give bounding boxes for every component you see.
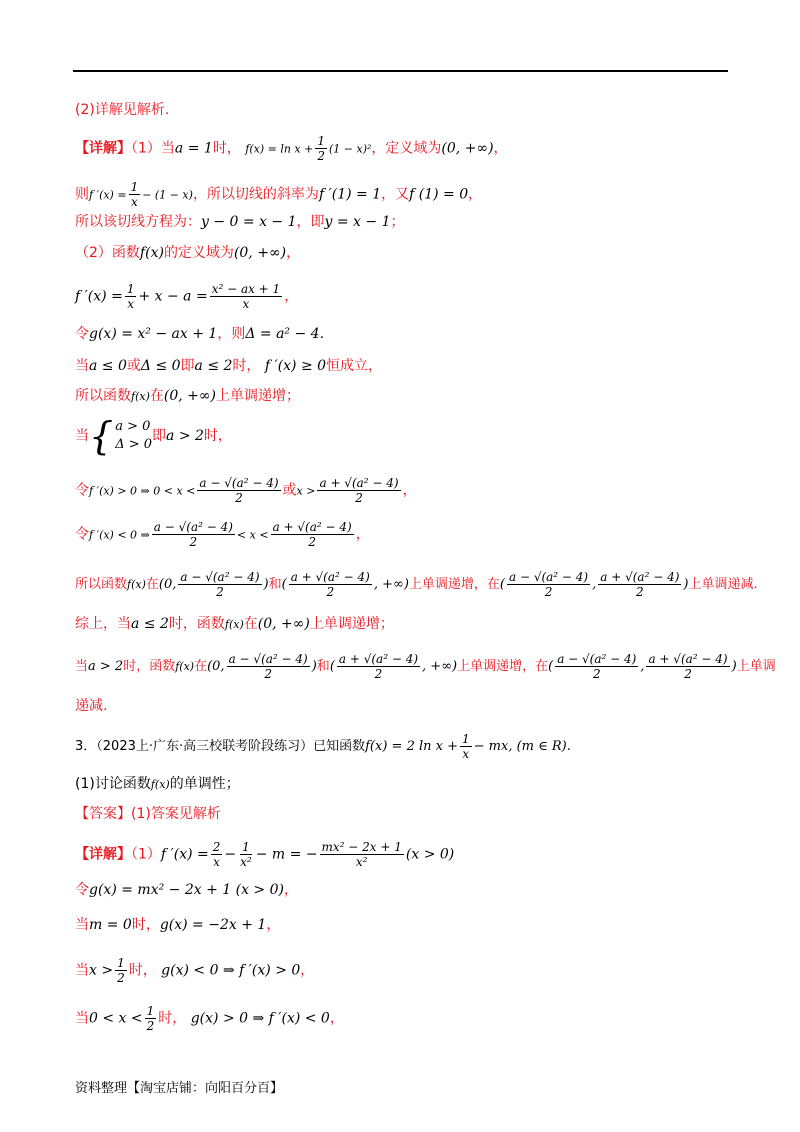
numerator: a − √(a² − 4): [508, 570, 589, 584]
math: f(x) = ln x +: [245, 142, 314, 156]
denominator: x: [131, 195, 138, 209]
math: , +∞): [373, 577, 409, 592]
math: (: [499, 577, 505, 592]
g-definition-line: [75, 324, 324, 344]
math: < x <: [236, 528, 269, 542]
numerator: a − √(a² − 4): [153, 520, 233, 534]
math: f(x) = 2 ln x +: [365, 739, 458, 754]
problem-3-question-1: [75, 774, 240, 795]
math: f ′(x) =: [160, 846, 209, 863]
fraction: [197, 476, 280, 505]
text: .: [319, 326, 325, 342]
math: f(x): [131, 390, 150, 403]
text: ，即: [296, 214, 325, 230]
fraction: [289, 570, 372, 599]
math: f(x): [224, 618, 244, 631]
text: ，所以切线的斜率为: [192, 186, 319, 203]
text: 时，: [203, 428, 232, 444]
denominator: x: [462, 747, 470, 761]
text: 恒成立，: [326, 358, 383, 374]
text: 的定义域为: [163, 245, 234, 261]
fraction: [152, 520, 235, 549]
math: ): [683, 577, 689, 592]
text: 综上，当: [75, 616, 131, 632]
text: 上单调递增；: [309, 616, 394, 632]
numerator: 1: [117, 956, 125, 970]
fraction: [460, 732, 472, 761]
g-definition-line-2: [75, 880, 298, 900]
denominator: 2: [146, 1019, 155, 1033]
case-x-gt-half-line: [75, 956, 314, 985]
text: 和: [316, 659, 330, 674]
fraction: [555, 652, 638, 681]
text: ，: [266, 917, 281, 933]
denominator: 2: [117, 971, 125, 985]
numerator: 1: [130, 180, 139, 194]
math: g(x) > 0 ⇒ f ′(x) < 0: [190, 1010, 330, 1027]
denominator: x: [242, 297, 250, 311]
math: f ′(x) ≥ 0: [264, 358, 327, 374]
fraction: [211, 840, 223, 869]
math: − (1 − x): [142, 188, 193, 202]
math: ): [263, 577, 269, 592]
numerator: 1: [126, 282, 135, 296]
monotonic-intervals-line: [75, 570, 758, 599]
text: 时，: [128, 962, 157, 979]
math: (: [329, 659, 335, 674]
fraction: [238, 840, 254, 869]
numerator: a + √(a² − 4): [290, 570, 370, 584]
text: 当: [75, 917, 89, 933]
derivative-line: [75, 282, 298, 311]
text: 时，函数: [168, 616, 225, 632]
page-footer: 资料整理【淘宝店铺：向阳百分百】: [75, 1081, 284, 1096]
fraction: [337, 652, 420, 681]
text: .: [566, 739, 571, 754]
math: y − 0 = x − 1: [201, 214, 297, 230]
text: 上单调递减.: [688, 577, 758, 592]
math: (: [281, 577, 287, 592]
text: 当: [75, 428, 89, 444]
slope-line: [75, 180, 482, 209]
text: 或: [126, 358, 141, 374]
text: 上单调递增；: [215, 388, 300, 404]
fraction: [129, 180, 141, 209]
text: 上单调: [736, 659, 776, 674]
fraction: [210, 282, 283, 311]
math: f(x): [150, 778, 170, 791]
case-x-lt-half-line: [75, 1004, 344, 1033]
denominator: 2: [684, 667, 692, 681]
brace-glyph: {: [89, 414, 114, 458]
text: 所以该切线方程为：: [75, 214, 201, 230]
fraction: [125, 282, 137, 311]
system-brace: [89, 416, 152, 456]
math: f(x): [139, 245, 164, 261]
text: 在: [149, 388, 164, 404]
tangent-equation-line: [75, 212, 405, 232]
text: 在: [194, 659, 208, 674]
denominator: 2: [216, 585, 224, 599]
text: 时，: [212, 140, 241, 157]
detail-tag: 【详解】: [75, 140, 131, 157]
numerator: a + √(a² − 4): [648, 652, 728, 666]
math: a > 2: [88, 659, 124, 674]
text: 所以函数: [75, 388, 131, 404]
math: (0,: [207, 659, 225, 674]
fraction: [317, 476, 400, 505]
math: y = x − 1: [324, 214, 391, 230]
text: ，又: [381, 186, 410, 203]
text: 时，: [131, 917, 160, 933]
text: 时，: [158, 1010, 187, 1027]
text: 的单调性；: [169, 776, 240, 792]
math: f ′(x) < 0 ⇒: [89, 528, 150, 542]
numerator: a − √(a² − 4): [180, 570, 260, 584]
text: ，: [355, 526, 370, 543]
text: 3．（2023上·广东·高三校联考阶段练习）已知函数: [75, 739, 366, 754]
numerator: x² − ax + 1: [211, 282, 281, 296]
text: （1）当: [131, 140, 175, 157]
condition-row: a > 0: [115, 419, 151, 434]
text: ；: [390, 214, 405, 230]
math: f ′(x) > 0 ⇒ 0 < x <: [89, 484, 196, 498]
text: 当: [75, 1010, 89, 1027]
text: ，: [329, 1010, 344, 1027]
math: f(x): [127, 578, 146, 591]
math: ): [731, 659, 737, 674]
case-a-le-2-line: [75, 356, 382, 376]
denominator: 2: [636, 585, 644, 599]
math: m = 0: [89, 917, 132, 933]
increasing-line: [75, 386, 300, 407]
math: − mx, (m ∈ R): [473, 739, 567, 754]
math: (x > 0): [405, 846, 455, 863]
math: Δ = a² − 4: [245, 326, 320, 342]
text: （2）函数: [75, 245, 140, 261]
math: (1 − x)²: [329, 142, 372, 156]
fraction: [598, 570, 681, 599]
condition-row: Δ > 0: [115, 437, 153, 452]
detail-tag: 【详解】: [75, 846, 131, 863]
denominator: 2: [235, 491, 243, 505]
numerator: a − √(a² − 4): [199, 476, 279, 490]
math: f ′(x) =: [75, 288, 123, 305]
header-rule: [73, 70, 728, 72]
math: g(x) = mx² − 2x + 1 (x > 0): [89, 882, 284, 898]
math: g(x) = −2x + 1: [159, 917, 267, 933]
numerator: a + √(a² − 4): [272, 520, 352, 534]
text: ，则: [217, 326, 246, 342]
denominator: x: [213, 855, 220, 869]
text: 令: [75, 526, 89, 543]
denominator: 2: [189, 535, 198, 549]
math: , +∞): [422, 659, 458, 674]
math: g(x) = x² − ax + 1: [89, 326, 218, 342]
math: (0, +∞): [257, 616, 310, 632]
math: ,: [640, 659, 645, 674]
numerator: a + √(a² − 4): [319, 476, 399, 490]
text: 当: [75, 962, 89, 979]
text: ，: [468, 186, 483, 203]
math: x >: [296, 484, 316, 498]
positive-derivative-line: [75, 476, 417, 505]
text: 时，函数: [123, 659, 176, 674]
numerator: a − √(a² − 4): [557, 652, 637, 666]
denominator: 2: [592, 667, 601, 681]
numerator: mx² − 2x + 1: [321, 840, 402, 854]
text: 所以函数: [75, 577, 128, 592]
math: (0, +∞): [233, 245, 287, 261]
numerator: a + √(a² − 4): [600, 570, 680, 584]
numerator: a + √(a² − 4): [338, 652, 419, 666]
text: ，: [283, 882, 298, 898]
text: 时，: [232, 358, 261, 374]
math: (0,: [158, 577, 177, 592]
math: f(x): [175, 660, 195, 673]
math: x >: [89, 962, 114, 979]
text: 或: [282, 482, 297, 499]
denominator: x²: [355, 855, 368, 869]
math: + x − a =: [138, 288, 208, 305]
fraction: [315, 134, 327, 163]
text: ，: [402, 482, 417, 499]
numerator: 1: [242, 840, 250, 854]
denominator: 2: [264, 667, 272, 681]
text: 在: [243, 616, 258, 632]
negative-derivative-line: [75, 520, 370, 549]
summary-line-2: [75, 652, 776, 681]
text: ，: [493, 140, 508, 157]
text: 在: [145, 577, 159, 592]
math: f ′(1) = 1: [318, 186, 382, 203]
case-m-zero-line: [75, 915, 280, 935]
fraction: [507, 570, 590, 599]
math: a > 2: [166, 428, 204, 444]
math: f (1) = 0: [409, 186, 469, 203]
math: a ≤ 2: [194, 358, 233, 374]
fraction: [271, 520, 354, 549]
summary-line-1: [75, 614, 394, 635]
numerator: 2: [212, 840, 221, 854]
math: ): [311, 659, 317, 674]
answer-line: 【答案】(1)答案见解析: [75, 806, 221, 822]
text: 令: [75, 882, 89, 898]
fraction: [178, 570, 261, 599]
fraction: [320, 840, 404, 869]
math: a = 1: [174, 140, 213, 157]
text: ，: [286, 245, 301, 261]
math: Δ ≤ 0: [140, 358, 181, 374]
fraction: [145, 1004, 157, 1033]
text: ，: [300, 962, 315, 979]
math: (: [548, 659, 554, 674]
detail-part1-line: [75, 134, 508, 163]
text: (1)讨论函数: [75, 776, 151, 792]
math: a ≤ 0: [89, 358, 127, 374]
denominator: x²: [240, 855, 252, 869]
text: 即: [152, 428, 167, 444]
text: 即: [180, 358, 195, 374]
problem-3-statement: [75, 732, 571, 761]
math: 0 < x <: [89, 1010, 143, 1027]
text: 上单调递增，在: [408, 577, 500, 592]
math: a ≤ 2: [131, 616, 169, 632]
denominator: 2: [308, 535, 316, 549]
math: − m = −: [255, 846, 318, 863]
denominator: 2: [374, 667, 383, 681]
solution-part2-note: (2)详解见解析.: [75, 102, 170, 118]
math: ,: [592, 577, 597, 592]
math: f ′(x) =: [89, 188, 127, 202]
math: (0, +∞): [163, 388, 216, 404]
text: 当: [75, 659, 89, 674]
math: −: [224, 846, 237, 863]
text: ，: [284, 288, 299, 305]
text: 和: [268, 577, 282, 592]
fraction: [115, 956, 127, 985]
text: ，定义域为: [371, 140, 442, 157]
numerator: 1: [462, 732, 470, 746]
numerator: 1: [146, 1004, 155, 1018]
numerator: 1: [317, 134, 325, 148]
text: 当: [75, 358, 89, 374]
numerator: a − √(a² − 4): [228, 652, 308, 666]
text: 令: [75, 482, 89, 499]
fraction: [646, 652, 729, 681]
part2-domain-line: [75, 243, 300, 263]
denominator: 2: [326, 585, 335, 599]
text: 令: [75, 326, 89, 342]
summary-line-2-cont: 递减.: [75, 698, 108, 714]
fraction: [227, 652, 310, 681]
case-a-gt-2-line: [75, 416, 232, 456]
denominator: 2: [544, 585, 553, 599]
detail-derivative-line: [75, 840, 454, 869]
math: g(x) < 0 ⇒ f ′(x) > 0: [161, 962, 301, 979]
math: (0, +∞): [441, 140, 494, 157]
text: 上单调递增，在: [457, 659, 549, 674]
denominator: x: [127, 297, 135, 311]
text: （1）: [131, 846, 161, 863]
text: 则: [75, 186, 89, 203]
denominator: 2: [317, 149, 325, 163]
denominator: 2: [355, 491, 363, 505]
